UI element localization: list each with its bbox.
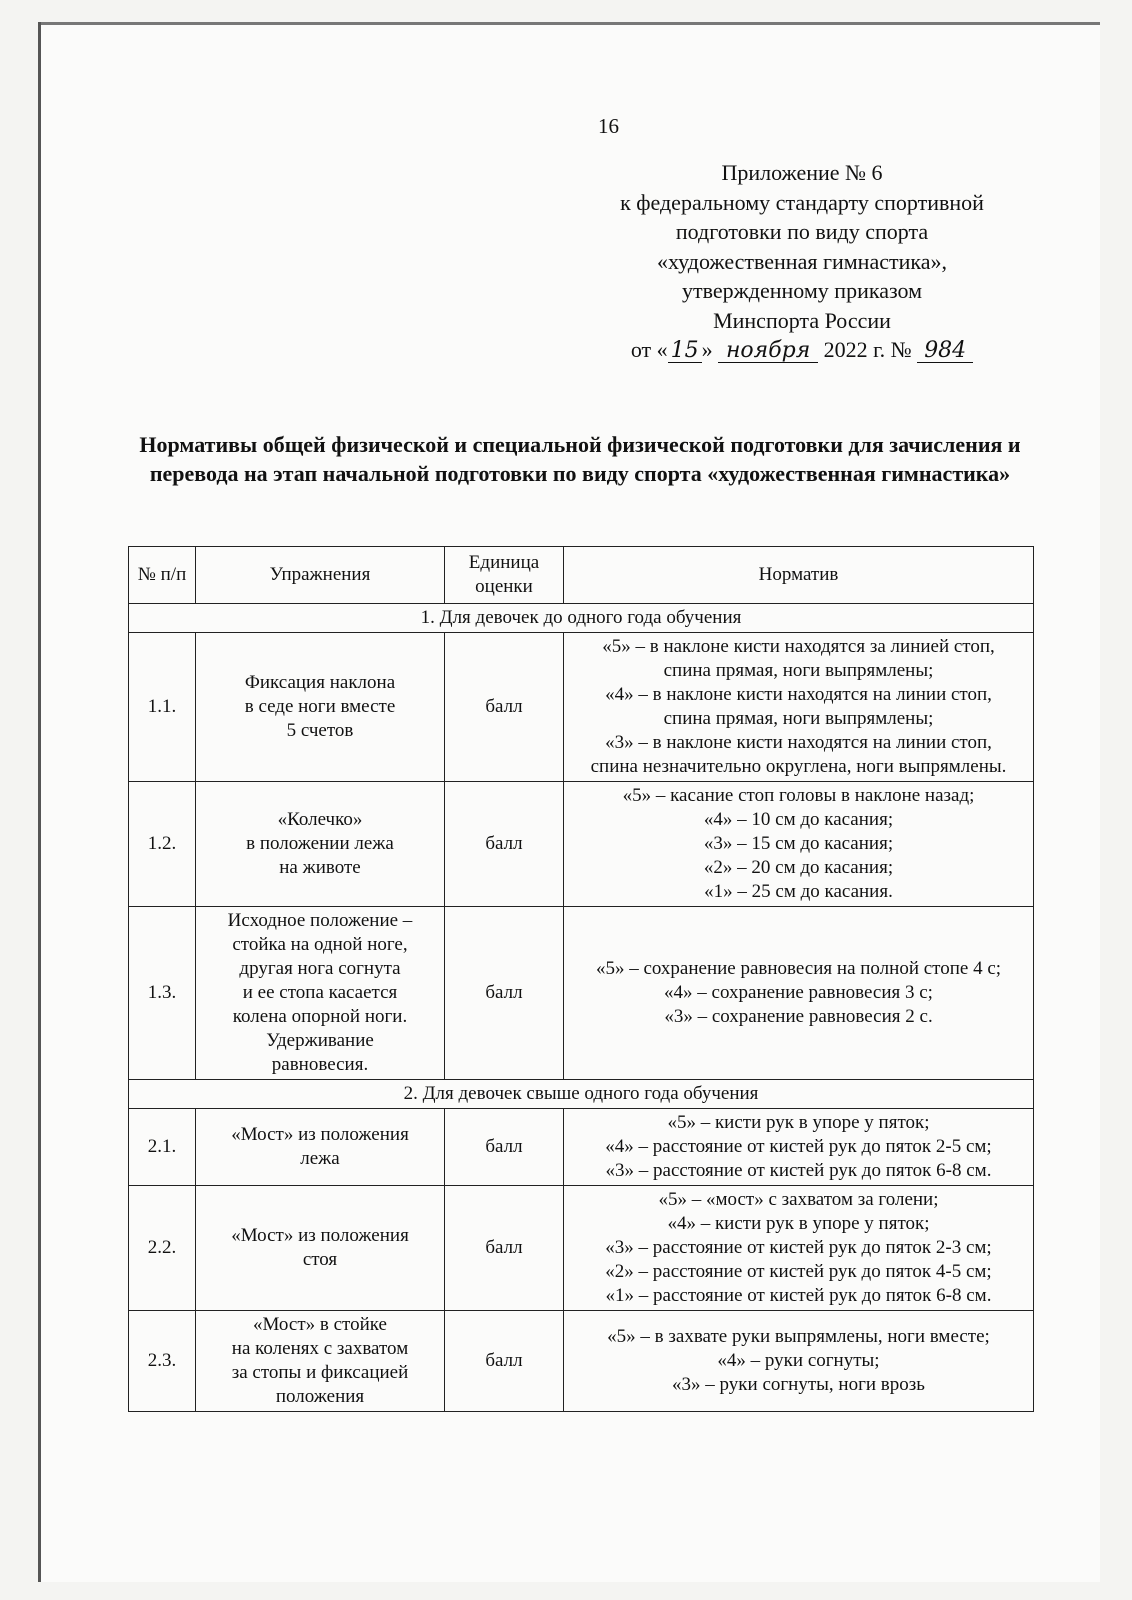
- cell-no: 1.3.: [129, 907, 196, 1080]
- cell-no: 2.1.: [129, 1109, 196, 1186]
- cell-norm: [564, 633, 1034, 782]
- exercise-line: лежа: [300, 1148, 340, 1169]
- norms-table: [128, 546, 1034, 1412]
- norm-line: «1» – расстояние от кистей рук до пяток 6-8 см.: [605, 1285, 992, 1306]
- exercise-line: «Колечко»: [277, 809, 363, 830]
- table-row: [129, 1186, 1034, 1311]
- exercise-line: «Мост» в стойке: [253, 1314, 387, 1335]
- exercise-line: стойка на одной ноге,: [232, 934, 408, 955]
- cell-norm: [564, 1109, 1034, 1186]
- cell-exercise: [196, 907, 445, 1080]
- norm-line: «4» – руки согнуты;: [717, 1350, 880, 1371]
- page-number: 16: [598, 114, 619, 138]
- norm-line: спина прямая, ноги выпрямлены;: [663, 660, 934, 681]
- table-row: [129, 633, 1034, 782]
- handwritten-order-number: 984: [917, 340, 973, 363]
- cell-unit: балл: [445, 907, 564, 1080]
- section-title: 1. Для девочек до одного года обучения: [129, 604, 1034, 633]
- norm-line: «3» – в наклоне кисти находятся на линии стоп,: [605, 732, 992, 753]
- norm-line: «5» – в захвате руки выпрямлены, ноги вместе;: [607, 1326, 990, 1347]
- header-exercise: Упражнения: [196, 547, 445, 604]
- date-year: 2022 г. №: [823, 337, 912, 362]
- norm-line: «5» – касание стоп головы в наклоне назад;: [622, 785, 975, 806]
- cell-norm: [564, 1186, 1034, 1311]
- norm-line: «5» – в наклоне кисти находятся за линией стоп,: [602, 636, 995, 657]
- cell-norm: [564, 782, 1034, 907]
- table-row: [129, 907, 1034, 1080]
- norm-line: «3» – руки согнуты, ноги врозь: [672, 1374, 925, 1395]
- section-row: [129, 1080, 1034, 1109]
- appendix-block: [582, 158, 1022, 365]
- exercise-line: на коленях с захватом: [231, 1338, 409, 1359]
- norm-line: «1» – 25 см до касания.: [704, 881, 893, 902]
- handwritten-month: ноября: [718, 340, 818, 363]
- exercise-line: в положении лежа: [246, 833, 394, 854]
- date-prefix: от «: [630, 337, 668, 362]
- cell-unit: балл: [445, 1109, 564, 1186]
- exercise-line: 5 счетов: [286, 720, 354, 741]
- exercise-line: равновесия.: [271, 1054, 369, 1075]
- cell-exercise: [196, 633, 445, 782]
- cell-unit: балл: [445, 1186, 564, 1311]
- appendix-line: Приложение № 6: [721, 160, 883, 185]
- norm-line: «5» – сохранение равновесия на полной стопе 4 с;: [595, 958, 1002, 979]
- document-title: Нормативы общей физической и специальной физической подготовки для зачисления и перевода на этап начальной подготовки по виду спорта «художественная гимнастика»: [139, 432, 1021, 486]
- cell-exercise: [196, 1109, 445, 1186]
- cell-exercise: [196, 782, 445, 907]
- table-header-row: [129, 547, 1034, 604]
- norm-line: «5» – кисти рук в упоре у пяток;: [667, 1112, 930, 1133]
- norm-line: «4» – кисти рук в упоре у пяток;: [667, 1213, 930, 1234]
- cell-no: 1.2.: [129, 782, 196, 907]
- norm-line: «3» – расстояние от кистей рук до пяток 2-3 см;: [605, 1237, 992, 1258]
- section-row: [129, 604, 1034, 633]
- exercise-line: «Мост» из положения: [231, 1225, 409, 1246]
- exercise-line: колена опорной ноги.: [232, 1006, 408, 1027]
- exercise-line: Удерживание: [266, 1030, 374, 1051]
- norm-line: «4» – 10 см до касания;: [703, 809, 894, 830]
- norm-line: «5» – «мост» с захватом за голени;: [658, 1189, 939, 1210]
- header-norm: Норматив: [564, 547, 1034, 604]
- cell-norm: [564, 1311, 1034, 1412]
- table-body: [129, 604, 1034, 1412]
- norm-line: «3» – расстояние от кистей рук до пяток 6-8 см.: [605, 1160, 992, 1181]
- header-no: № п/п: [129, 547, 196, 604]
- norm-line: «4» – сохранение равновесия 3 с;: [664, 982, 933, 1003]
- section-title: 2. Для девочек свыше одного года обучения: [129, 1080, 1034, 1109]
- appendix-line: «художественная гимнастика»,: [656, 248, 947, 274]
- appendix-line: подготовки по виду спорта: [675, 219, 929, 244]
- exercise-line: положения: [275, 1386, 365, 1407]
- cell-unit: балл: [445, 1311, 564, 1412]
- exercise-line: и ее стопа касается: [242, 982, 398, 1003]
- cell-no: 1.1.: [129, 633, 196, 782]
- cell-exercise: [196, 1311, 445, 1412]
- cell-unit: балл: [445, 782, 564, 907]
- norm-line: «2» – 20 см до касания;: [703, 857, 894, 878]
- date-day-suffix: »: [701, 337, 713, 362]
- cell-no: 2.3.: [129, 1311, 196, 1412]
- norm-line: «4» – расстояние от кистей рук до пяток 2-5 см;: [605, 1136, 992, 1157]
- norm-line: «3» – сохранение равновесия 2 с.: [664, 1006, 933, 1027]
- norm-line: «4» – в наклоне кисти находятся на линии стоп,: [605, 684, 992, 705]
- table-row: [129, 1311, 1034, 1412]
- appendix-date-line: [582, 335, 1022, 365]
- cell-unit: балл: [445, 633, 564, 782]
- table-row: [129, 1109, 1034, 1186]
- norm-line: «3» – 15 см до касания;: [703, 833, 894, 854]
- norm-line: спина незначительно округлена, ноги выпрямлены.: [590, 756, 1007, 777]
- cell-no: 2.2.: [129, 1186, 196, 1311]
- table-row: [129, 782, 1034, 907]
- exercise-line: Исходное положение –: [227, 910, 413, 931]
- norm-line: «2» – расстояние от кистей рук до пяток 4-5 см;: [605, 1261, 992, 1282]
- exercise-line: на животе: [279, 857, 361, 878]
- exercise-line: «Мост» из положения: [231, 1124, 409, 1145]
- header-unit: Единица оценки: [445, 547, 564, 604]
- cell-norm: [564, 907, 1034, 1080]
- exercise-line: за стопы и фиксацией: [231, 1362, 409, 1383]
- handwritten-day: 15: [668, 340, 702, 363]
- exercise-line: в седе ноги вместе: [244, 696, 396, 717]
- appendix-line: Минспорта России: [713, 307, 891, 333]
- exercise-line: стоя: [302, 1249, 338, 1270]
- exercise-line: Фиксация наклона: [244, 672, 396, 693]
- appendix-line: утвержденному приказом: [681, 278, 923, 303]
- appendix-line: к федеральному стандарту спортивной: [620, 189, 984, 215]
- cell-exercise: [196, 1186, 445, 1311]
- norm-line: спина прямая, ноги выпрямлены;: [663, 708, 934, 729]
- exercise-line: другая нога согнута: [239, 958, 401, 979]
